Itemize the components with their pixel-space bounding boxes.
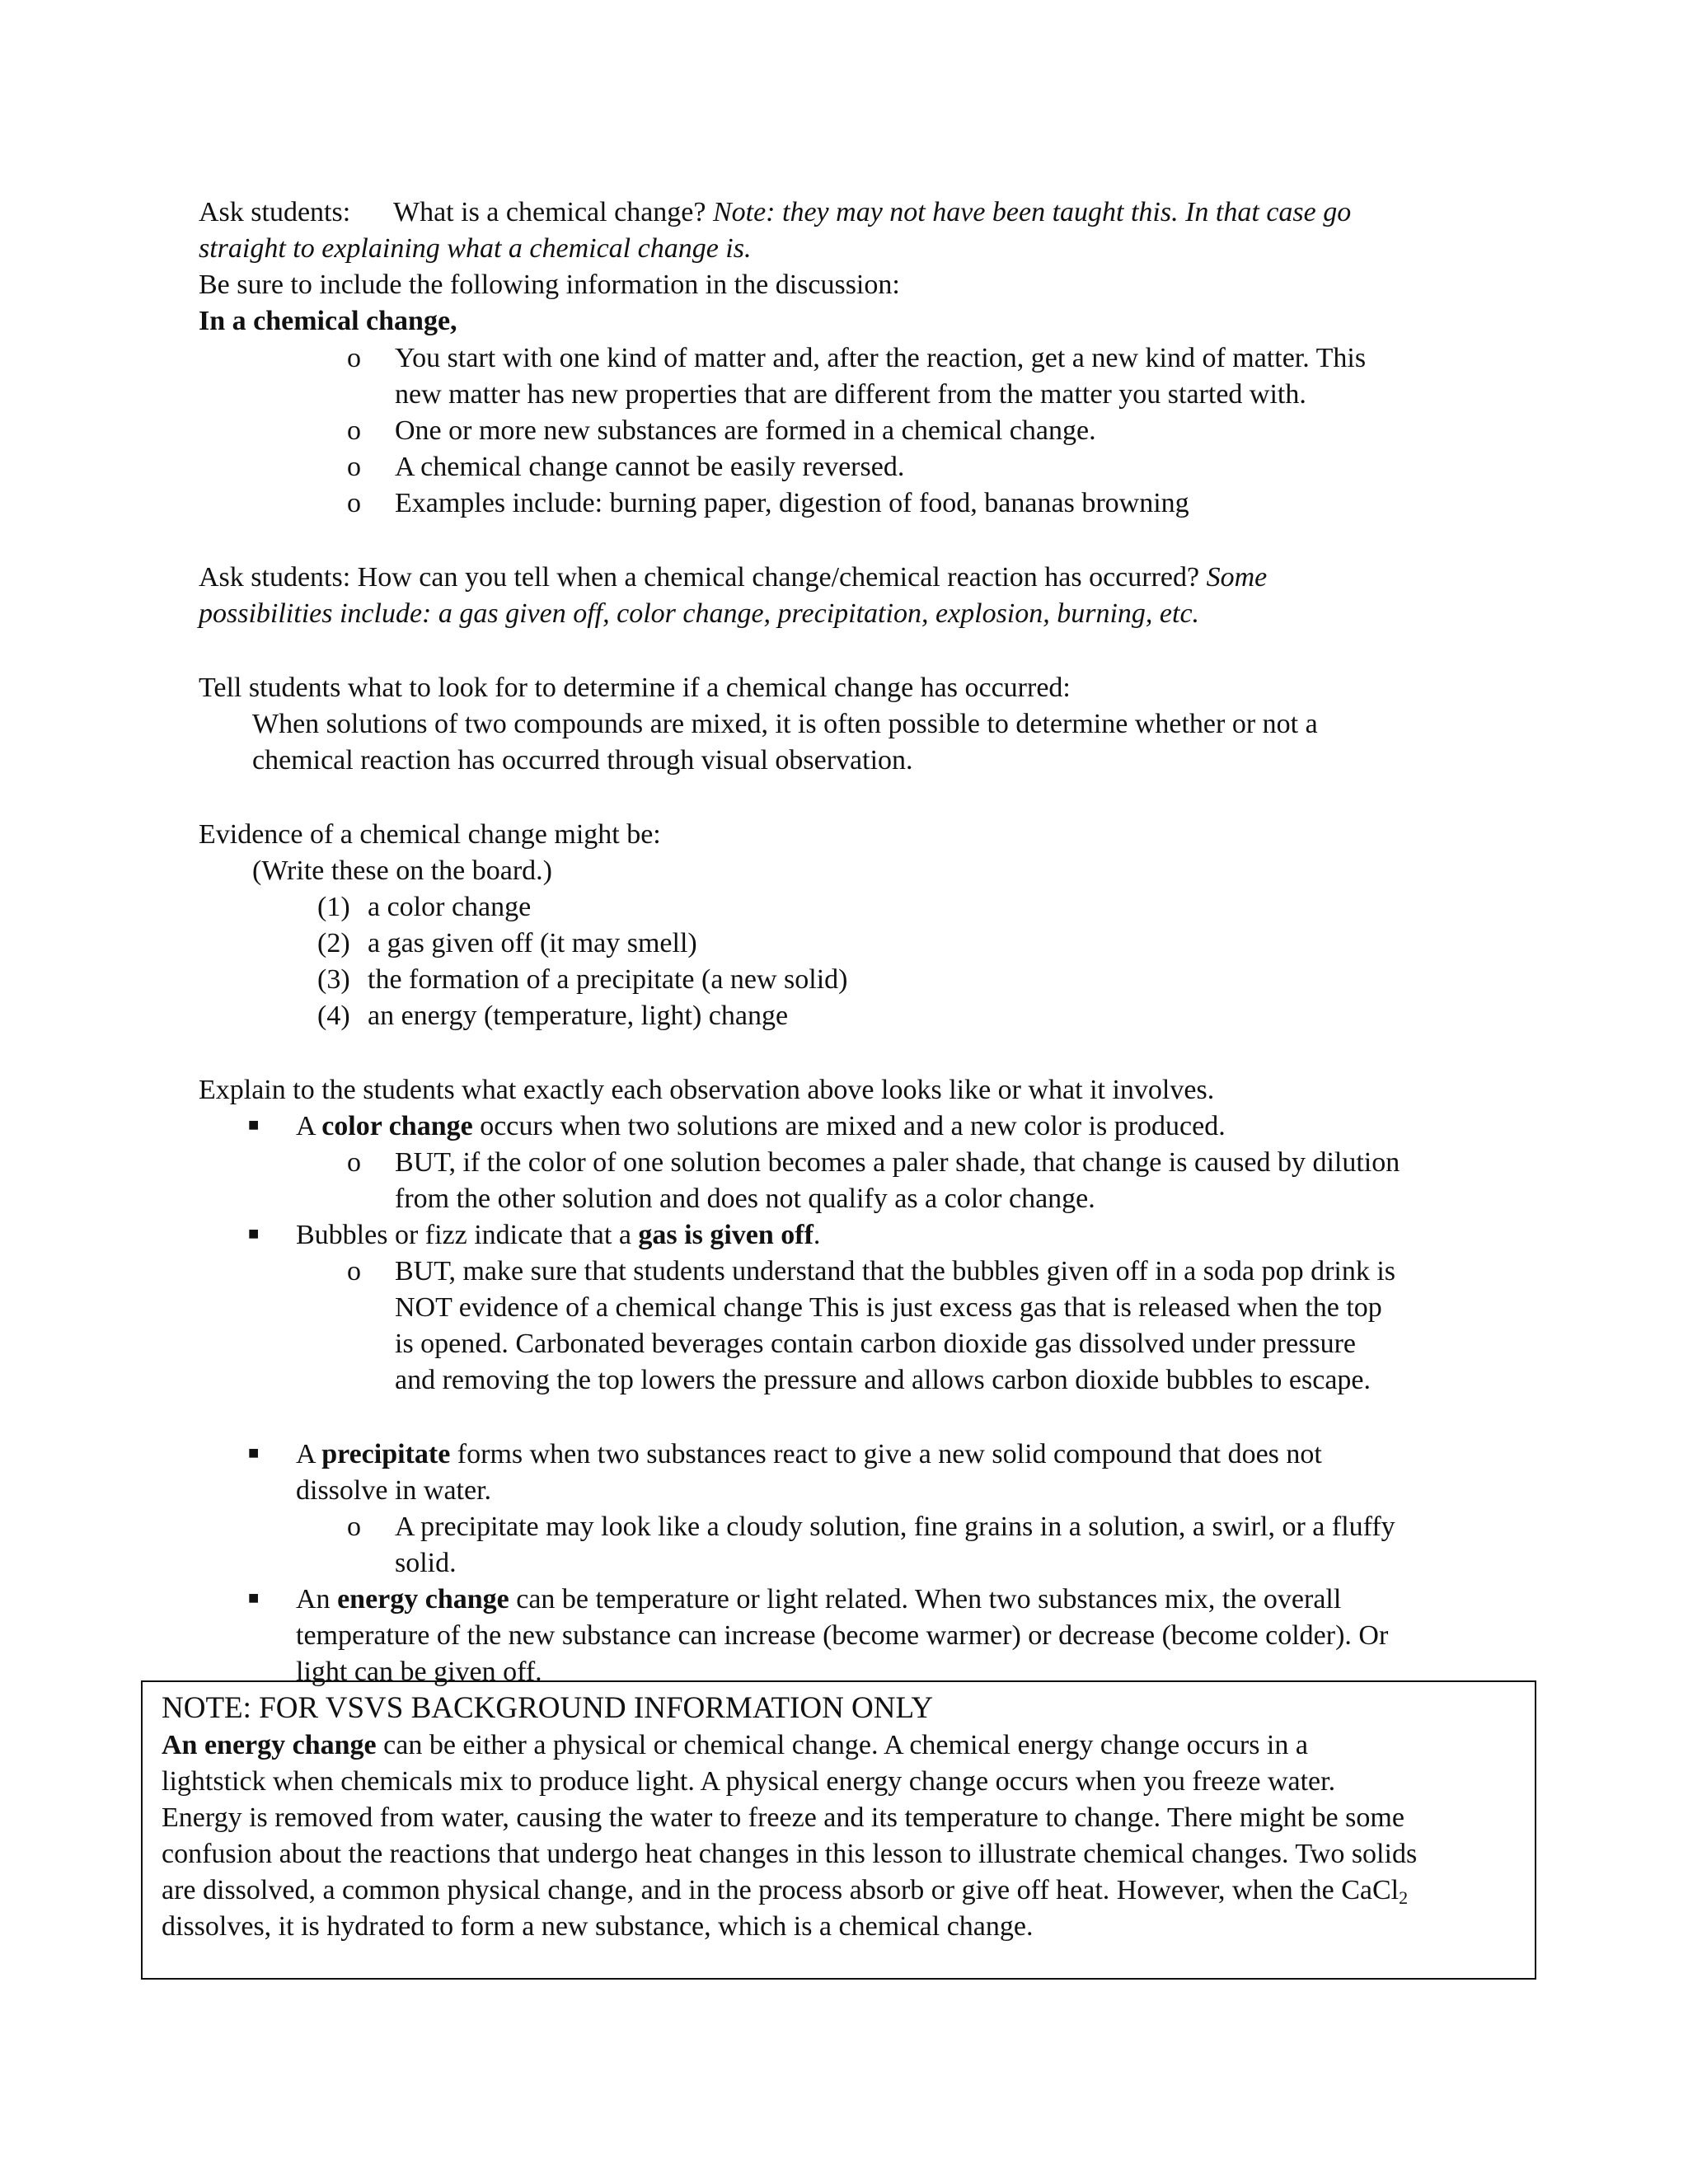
precipitate-cont: dissolve in water. bbox=[296, 1475, 492, 1506]
square-bullet-icon: ■ bbox=[248, 1442, 260, 1463]
square-bullet-icon: ■ bbox=[248, 1587, 260, 1608]
tell-intro: Tell students what to look for to determine if a chemical change has occurred: bbox=[199, 673, 1071, 703]
square-bullet-icon: ■ bbox=[248, 1114, 260, 1135]
precip-sub-1: A precipitate may look like a cloudy solution, fine grains in a solution, a swirl, or a fluffy bbox=[395, 1511, 1395, 1542]
gas-sub-4: and removing the top lowers the pressure and allows carbon dioxide bubbles to escape. bbox=[395, 1365, 1372, 1395]
list-marker: o bbox=[347, 1147, 361, 1178]
ask2-italic: Some bbox=[1206, 562, 1268, 593]
gas-sub-1: BUT, make sure that students understand that the bubbles given off in a soda pop drink is bbox=[395, 1256, 1396, 1286]
energy-cont-1: temperature of the new substance can increase (become warmer) or decrease (become colder). Or bbox=[296, 1620, 1389, 1651]
ask-question: What is a chemical change? bbox=[393, 197, 706, 227]
list-item: You start with one kind of matter and, after the reaction, get a new kind of matter. This bbox=[395, 343, 1367, 373]
gas-sub-3: is opened. Carbonated beverages contain carbon dioxide gas dissolved under pressure bbox=[395, 1329, 1357, 1359]
ask-note-cont: straight to explaining what a chemical change is. bbox=[199, 233, 752, 264]
gas-bold: gas is given off bbox=[638, 1220, 814, 1250]
color-pre: A bbox=[296, 1111, 322, 1141]
list-marker: o bbox=[347, 1511, 361, 1542]
color-sub-1: BUT, if the color of one solution becomes a paler shade, that change is caused by dilution bbox=[395, 1147, 1400, 1178]
evidence-num: (1) bbox=[317, 892, 350, 922]
ask2-line bbox=[199, 560, 1267, 596]
note-title: NOTE: FOR VSVS BACKGROUND INFORMATION ONLY bbox=[162, 1691, 934, 1725]
list-marker: o bbox=[347, 488, 361, 518]
evidence-item: a color change bbox=[368, 892, 532, 922]
precip-post: forms when two substances react to give a new solid compound that does not bbox=[450, 1439, 1322, 1469]
list-marker: o bbox=[347, 1256, 361, 1286]
gas-sub-2: NOT evidence of a chemical change This is just excess gas that is released when the top bbox=[395, 1292, 1382, 1323]
subscript: 2 bbox=[1399, 1887, 1409, 1908]
evidence-intro: Evidence of a chemical change might be: bbox=[199, 819, 661, 850]
gas-pre: Bubbles or fizz indicate that a bbox=[296, 1220, 639, 1250]
energy-cont-2: light can be given off. bbox=[296, 1657, 542, 1687]
tell-line-1: When solutions of two compounds are mixed, it is often possible to determine whether or not a bbox=[252, 709, 1318, 739]
color-bold: color change bbox=[321, 1111, 473, 1141]
gas-post: . bbox=[813, 1220, 821, 1250]
note-line-5 bbox=[162, 1872, 1408, 1909]
evidence-num: (3) bbox=[317, 964, 350, 995]
note-line-1-rest: can be either a physical or chemical change. A chemical energy change occurs in a bbox=[376, 1730, 1308, 1760]
list-item: A chemical change cannot be easily reversed. bbox=[395, 452, 905, 482]
color-post: occurs when two solutions are mixed and a new color is produced. bbox=[472, 1111, 1226, 1141]
precip-pre: A bbox=[296, 1439, 322, 1469]
precip-sub-2: solid. bbox=[395, 1548, 457, 1578]
square-bullet-icon: ■ bbox=[248, 1223, 260, 1244]
evidence-sub: (Write these on the board.) bbox=[252, 855, 552, 886]
evidence-item: a gas given off (it may smell) bbox=[368, 928, 697, 958]
note-bold: An energy change bbox=[162, 1730, 377, 1760]
evidence-item: the formation of a precipitate (a new solid) bbox=[368, 964, 848, 995]
energy-pre: An bbox=[296, 1584, 338, 1615]
ask-note: Note: they may not have been taught this. In that case go bbox=[712, 197, 1352, 227]
note-line-3: Energy is removed from water, causing the water to freeze and its temperature to change. There might be some bbox=[162, 1802, 1404, 1833]
evidence-num: (2) bbox=[317, 928, 350, 958]
ask2-text: Ask students: How can you tell when a chemical change/chemical reaction has occurred? bbox=[199, 562, 1200, 593]
list-item: Examples include: burning paper, digestion of food, bananas browning bbox=[395, 488, 1189, 518]
evidence-num: (4) bbox=[317, 1001, 350, 1031]
tell-line-2: chemical reaction has occurred through visual observation. bbox=[252, 745, 913, 776]
note-line-5-text: are dissolved, a common physical change, and in the process absorb or give off heat. However, when the CaCl bbox=[162, 1875, 1400, 1905]
explain-intro: Explain to the students what exactly each observation above looks like or what it involves. bbox=[199, 1075, 1215, 1105]
color-change-item bbox=[296, 1108, 1226, 1145]
list-item: One or more new substances are formed in a chemical change. bbox=[395, 415, 1096, 446]
list-marker: o bbox=[347, 452, 361, 482]
gas-item bbox=[296, 1217, 820, 1254]
ask-question-line bbox=[393, 194, 1351, 231]
evidence-item: an energy (temperature, light) change bbox=[368, 1001, 789, 1031]
precip-bold: precipitate bbox=[321, 1439, 451, 1469]
note-line-1 bbox=[162, 1727, 1308, 1764]
list-marker: o bbox=[347, 415, 361, 446]
include-line: Be sure to include the following information in the discussion: bbox=[199, 269, 900, 300]
ask-students-label: Ask students: bbox=[199, 197, 351, 227]
list-item-cont: new matter has new properties that are different from the matter you started with. bbox=[395, 379, 1306, 410]
color-sub-2: from the other solution and does not qualify as a color change. bbox=[395, 1183, 1095, 1214]
note-line-2: lightstick when chemicals mix to produce light. A physical energy change occurs when you freeze water. bbox=[162, 1766, 1336, 1797]
note-line-4: confusion about the reactions that undergo heat changes in this lesson to illustrate chemical changes. Two solids bbox=[162, 1839, 1418, 1869]
chemical-change-heading: In a chemical change, bbox=[199, 306, 457, 336]
note-line-6: dissolves, it is hydrated to form a new substance, which is a chemical change. bbox=[162, 1911, 1034, 1942]
precipitate-item bbox=[296, 1436, 1322, 1473]
energy-bold: energy change bbox=[337, 1584, 509, 1615]
energy-post: can be temperature or light related. When two substances mix, the overall bbox=[509, 1584, 1342, 1615]
ask2-italic-cont: possibilities include: a gas given off, color change, precipitation, explosion, burning, etc. bbox=[199, 598, 1200, 629]
energy-item bbox=[296, 1582, 1341, 1618]
list-marker: o bbox=[347, 343, 361, 373]
